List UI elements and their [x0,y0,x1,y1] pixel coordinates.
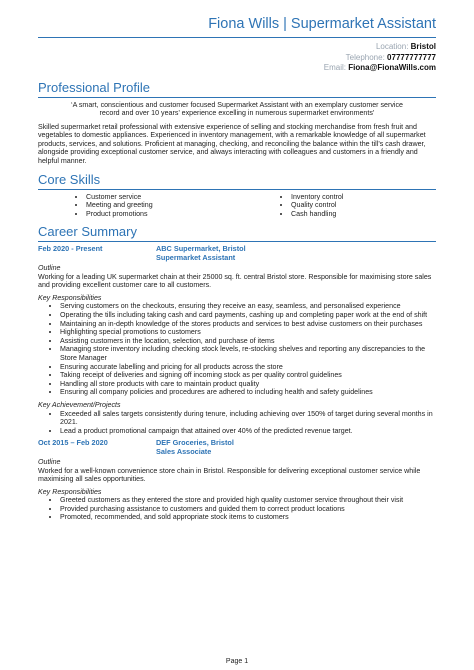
list-item: • Assisting customers in the location, selection, and purchase of items [60,337,436,346]
skills-column-2 [281,193,343,219]
outline-label: Outline [38,264,61,273]
job-entry [38,245,436,435]
list-item: • Ensuring accurate labelling and pricing for all products across the store [60,363,436,372]
skill-item: • Cash handling [291,210,343,219]
skill-item: • Customer service [86,193,281,202]
responsibilities-label: Key Responsibilities [38,293,102,302]
responsibilities-list [38,302,436,397]
list-item: • Greeted customers as they entered the store and provided high quality customer service throughout their visit [60,496,436,505]
job-title-block [156,245,246,263]
skills-columns [38,193,436,219]
list-item: • Highlighting special promotions to customers [60,328,436,337]
responsibilities-list [38,496,436,522]
cv-header [38,16,436,74]
telephone-label: Telephone: [345,52,385,62]
job-outline: Working for a leading UK supermarket chain at their 25000 sq. ft. central Bristol store. Responsible for maximising store sales and providing excellent customer care to all customers. [38,272,432,290]
list-item: • Ensuring all company policies and procedures are adhered to including health and safety guidelines [60,388,436,397]
candidate-name: Fiona Wills | Supermarket Assistant [208,16,436,32]
achievements-label: Key Achievement/Projects [38,400,121,409]
list-item: • Managing store inventory including checking stock levels, re-stocking shelves and reporting any discrepancies to the Store Manager [60,345,436,362]
responsibilities-label: Key Responsibilities [38,487,102,496]
location-label: Location: [375,42,409,51]
telephone-value: 07777777777 [387,52,436,62]
profile-section [38,80,436,166]
job-outline: Worked for a well-known convenience store chain in Bristol. Responsible for delivering exceptional customer service while maximising all sales opportunities. [38,466,421,484]
contact-email [38,63,436,74]
job-title-block [156,439,234,457]
job-role: Sales Associate [156,447,212,457]
profile-quote: ‘A smart, conscientious and customer focused Supermarket Assistant with an exemplary customer service record and over 10 years’ experience excelling in numerous supermarket environments’ [71,100,403,118]
profile-divider [38,97,436,98]
job-company: ABC Supermarket, Bristol [156,244,246,254]
outline-label: Outline [38,457,61,466]
job-header [38,439,436,457]
list-item: • Promoted, recommended, and sold appropriate stock items to customers [60,513,436,522]
skill-item: • Product promotions [86,210,281,219]
skills-section [38,172,436,219]
contact-location [38,42,436,53]
achievements-list [38,410,436,436]
career-section [38,224,436,522]
skill-item: • Quality control [291,201,343,210]
job-dates: Feb 2020 - Present [38,244,103,254]
skills-heading: Core Skills [38,171,101,187]
skills-column-1 [76,193,281,219]
header-divider [38,37,436,38]
page-number: Page 1 [225,658,249,665]
job-entry [38,439,436,522]
job-dates: Oct 2015 – Feb 2020 [38,438,108,448]
list-item: • Maintaining an in-depth knowledge of the stores products and services to best advise customers on their purchases [60,320,436,329]
job-role: Supermarket Assistant [156,253,236,263]
skill-item: • Meeting and greeting [86,201,281,210]
list-item: • Handling all store products with care to maintain product quality [60,380,436,389]
list-item: • Exceeded all sales targets consistently during tenure, including achieving over 150% of target during several months in 2021. [60,410,436,427]
list-item: • Serving customers on the checkouts, ensuring they receive an easy, seamless, and personalised experience [60,302,436,311]
list-item: • Provided purchasing assistance to customers and guided them to correct product locations [60,505,436,514]
career-heading: Career Summary [38,224,137,240]
email-value: Fiona@FionaWills.com [348,63,436,72]
profile-text: Skilled supermarket retail professional with extensive experience of selling and stocking merchandise from fresh fruit and vegetables to domestic appliances. Experienced in inventory management, with a remarkable knowledge of all supermarket products, services, and solutions. Proficient at managing, checking, and reconciling the balance within the till’s cash drawer, alongside providing exceptional customer service, and always interacting with colleagues and customers in a friendly and helpful manner. [38,122,426,166]
list-item: • Lead a product promotional campaign that attained over 40% of the predicted revenue target. [60,427,436,436]
list-item: • Operating the tills including taking cash and card payments, cashing up and completing paper work at the end of shift [60,311,436,320]
location-value: Bristol [410,42,436,51]
profile-heading: Professional Profile [38,79,150,95]
skill-item: • Inventory control [291,193,343,202]
skills-divider [38,189,436,190]
career-divider [38,241,436,242]
job-header [38,245,436,263]
contact-telephone [38,53,436,64]
email-label: Email: [323,63,347,72]
list-item: • Taking receipt of deliveries and signing off incoming stock as per quality control guidelines [60,371,436,380]
job-company: DEF Groceries, Bristol [156,438,234,448]
